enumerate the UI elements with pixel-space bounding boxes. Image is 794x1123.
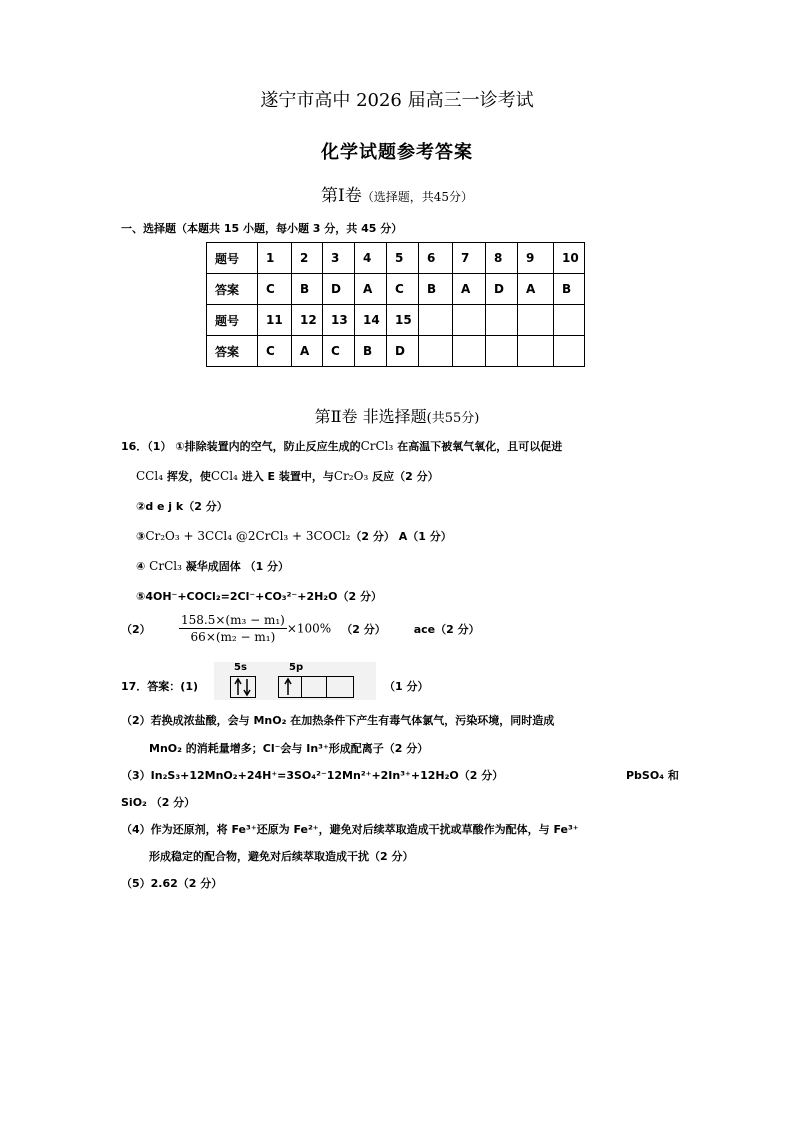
table-cell: D bbox=[486, 274, 518, 305]
q17-line3: MnO₂ 的消耗量增多；Cl⁻会与 In³⁺形成配离子（2 分） bbox=[149, 742, 429, 755]
table-cell bbox=[486, 336, 518, 367]
table-row bbox=[207, 243, 585, 274]
table-cell: A bbox=[453, 274, 486, 305]
table-cell: D bbox=[387, 336, 419, 367]
q17-line1: 17．答案：(1) bbox=[121, 680, 199, 693]
orbital-5p-box-3 bbox=[326, 676, 354, 698]
table-cell: 7 bbox=[453, 243, 486, 274]
table-cell: 答案 bbox=[207, 336, 258, 367]
answer-table bbox=[206, 242, 585, 367]
part1-heading: 第Ⅰ卷（选择题，共45分） bbox=[321, 186, 473, 206]
q16-line6: ⑤4OH⁻+COCl₂=2Cl⁻+CO₃²⁻+2H₂O（2 分） bbox=[136, 590, 382, 603]
table-cell: C bbox=[387, 274, 419, 305]
table-cell: 2 bbox=[292, 243, 323, 274]
table-cell: A bbox=[518, 274, 554, 305]
table-cell bbox=[486, 305, 518, 336]
orbital-5s-box bbox=[230, 676, 256, 698]
table-cell: 1 bbox=[258, 243, 292, 274]
q17-line7: 形成稳定的配合物，避免对后续萃取造成干扰（2 分） bbox=[149, 850, 414, 863]
table-cell: 答案 bbox=[207, 274, 258, 305]
table-cell: 15 bbox=[387, 305, 419, 336]
table-cell: 5 bbox=[387, 243, 419, 274]
q16-line5: ④ CrCl₃ 凝华成固体 （1 分） bbox=[136, 559, 290, 573]
q16-line3: ②d e j k（2 分） bbox=[136, 500, 228, 513]
table-cell: B bbox=[419, 274, 453, 305]
table-cell bbox=[554, 305, 585, 336]
table-cell: C bbox=[323, 336, 355, 367]
orbital-diagram bbox=[214, 662, 376, 700]
table-cell: 10 bbox=[554, 243, 585, 274]
answer-key-title: 化学试题参考答案 bbox=[321, 142, 473, 163]
table-cell: B bbox=[554, 274, 585, 305]
table-cell: 8 bbox=[486, 243, 518, 274]
table-cell: 题号 bbox=[207, 305, 258, 336]
table-cell bbox=[518, 305, 554, 336]
table-cell: C bbox=[258, 336, 292, 367]
table-row bbox=[207, 305, 585, 336]
table-cell: 3 bbox=[323, 243, 355, 274]
q17-line1-score: （1 分） bbox=[384, 680, 429, 693]
table-cell bbox=[453, 336, 486, 367]
yield-fraction: $\frac{\text{158.5×(m₃ − m₁)}}{\text{66×(m₂ − m₁)}}$ bbox=[181, 613, 285, 644]
table-cell: 11 bbox=[258, 305, 292, 336]
table-cell: 14 bbox=[355, 305, 387, 336]
exam-title: 遂宁市高中 2026 届高三一诊考试 bbox=[260, 90, 534, 111]
table-cell: 4 bbox=[355, 243, 387, 274]
table-cell: 13 bbox=[323, 305, 355, 336]
spin-up-icon bbox=[279, 677, 301, 697]
q17-line4b: PbSO₄ 和 bbox=[626, 769, 679, 782]
table-row bbox=[207, 336, 585, 367]
table-cell: B bbox=[292, 274, 323, 305]
mc-heading: 一、选择题（本题共 15 小题，每小题 3 分，共 45 分） bbox=[121, 222, 403, 235]
q17-line2: （2）若换成浓盐酸，会与 MnO₂ 在加热条件下产生有毒气体氯气，污染环境，同时造成 bbox=[121, 714, 555, 727]
table-cell: 题号 bbox=[207, 243, 258, 274]
q16-line2: CCl₄ 挥发，使CCl₄ 进入 E 装置中，与Cr₂O₃ 反应（2 分） bbox=[136, 469, 439, 483]
table-cell: A bbox=[355, 274, 387, 305]
orbital-5s-label: 5s bbox=[234, 662, 247, 673]
table-cell bbox=[419, 305, 453, 336]
q16-line1: 16．（1） ①排除装置内的空气，防止反应生成的CrCl₃ 在高温下被氧气氧化，且可以促进 bbox=[121, 439, 563, 453]
spin-pair-icon bbox=[231, 677, 255, 697]
q17-line5: SiO₂ （2 分） bbox=[121, 796, 196, 809]
q17-line6: （4）作为还原剂，将 Fe³⁺还原为 Fe²⁺，避免对后续萃取造成干扰或草酸作为配体，与 Fe³⁺ bbox=[121, 823, 579, 836]
table-cell: D bbox=[323, 274, 355, 305]
q17-line8: （5）2.62（2 分） bbox=[121, 877, 223, 890]
orbital-5p-box-1 bbox=[278, 676, 302, 698]
q16-line4: ③Cr₂O₃ + 3CCl₄ @2CrCl₃ + 3COCl₂（2 分） A（1 分） bbox=[136, 529, 452, 543]
part2-heading: 第Ⅱ卷 非选择题(共55分) bbox=[314, 407, 480, 426]
table-cell bbox=[453, 305, 486, 336]
q16-line7: （2） $\frac{\text{158.5×(m₃ − m₁)}}{\text{66×(m₂ − m₁)}}$ ×100% （2 分） ace（2 分） bbox=[121, 613, 480, 644]
table-cell: 9 bbox=[518, 243, 554, 274]
table-cell bbox=[518, 336, 554, 367]
orbital-5p-label: 5p bbox=[289, 662, 304, 673]
orbital-5p-box-2 bbox=[301, 676, 327, 698]
table-cell: 12 bbox=[292, 305, 323, 336]
table-cell: B bbox=[355, 336, 387, 367]
table-cell bbox=[419, 336, 453, 367]
table-cell: 6 bbox=[419, 243, 453, 274]
table-row bbox=[207, 274, 585, 305]
table-cell bbox=[554, 336, 585, 367]
table-cell: A bbox=[292, 336, 323, 367]
table-cell: C bbox=[258, 274, 292, 305]
q17-line4: （3）In₂S₃+12MnO₂+24H⁺=3SO₄²⁻12Mn²⁺+2In³⁺+12H₂O（2 分） bbox=[121, 769, 504, 782]
